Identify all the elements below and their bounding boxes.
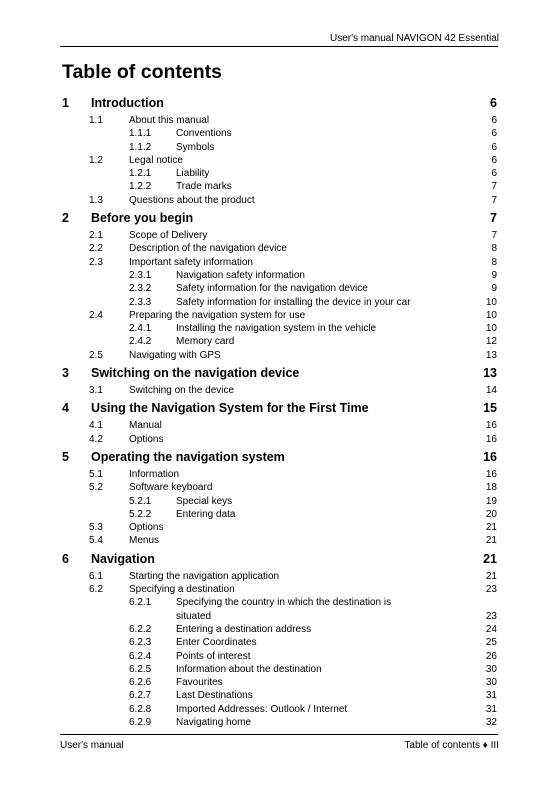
toc-entry-title: Enter Coordinates	[176, 637, 257, 649]
toc-entry[interactable]	[62, 584, 497, 597]
toc-entry-number: 1.3	[89, 194, 103, 206]
toc-entry-number: 5.4	[89, 535, 103, 547]
toc-entry-number: 1.2	[89, 154, 103, 166]
toc-entry-number: 6.2.9	[129, 716, 152, 728]
footer-left: User's manual	[60, 740, 124, 751]
toc-entry-title: Points of interest	[176, 650, 251, 662]
toc-entry-title: Navigation safety information	[176, 269, 305, 281]
toc-entry[interactable]	[62, 243, 497, 256]
toc-entry[interactable]	[62, 420, 497, 433]
toc-entry-page: 10	[485, 296, 497, 308]
toc-entry-page: 8	[491, 256, 497, 268]
toc-entry-title: Legal notice	[129, 154, 183, 166]
toc-entry[interactable]	[62, 637, 497, 650]
toc-entry[interactable]	[62, 522, 497, 535]
toc-entry-page: 13	[483, 366, 497, 381]
toc-entry-number: 6.2	[89, 584, 103, 596]
toc-entry-title: Memory card	[176, 336, 235, 348]
toc-entry[interactable]	[62, 385, 497, 398]
toc-entry-number: 1.2.1	[129, 168, 152, 180]
toc-entry-page: 8	[491, 243, 497, 255]
toc-entry[interactable]	[62, 230, 497, 243]
toc-entry-page: 16	[485, 468, 497, 480]
toc-entry-number: 3.1	[89, 385, 103, 397]
toc-entry-title: Entering data	[176, 508, 236, 520]
toc-entry[interactable]	[62, 597, 497, 610]
toc-entry-number: 5.3	[89, 522, 103, 534]
toc-entry[interactable]	[62, 195, 497, 208]
footer-rule	[60, 734, 498, 735]
toc-entry-number: 5	[62, 449, 69, 464]
toc-entry-title: Preparing the navigation system for use	[129, 309, 306, 321]
toc-entry-page: 20	[485, 508, 497, 520]
toc-entry-number: 2	[62, 211, 69, 226]
toc-entry-number: 2.3.2	[129, 283, 152, 295]
toc-entry-title: Manual	[129, 420, 162, 432]
toc-entry-page: 6	[490, 96, 497, 110]
toc-entry-title: Navigating home	[176, 716, 252, 728]
toc-entry[interactable]	[62, 717, 497, 730]
toc-entry-page: 13	[485, 349, 497, 361]
toc-entry-page: 7	[490, 211, 497, 226]
toc-entry-page: 18	[485, 482, 497, 494]
toc-entry[interactable]	[62, 155, 497, 168]
toc-entry-title: Information	[129, 468, 180, 480]
toc-entry[interactable]	[62, 535, 497, 548]
toc-entry-title-continued: situated	[176, 610, 212, 622]
toc-entry-title: Switching on the device	[129, 385, 235, 397]
toc-entry-title: Favourites	[176, 677, 223, 689]
toc-entry-page: 9	[491, 283, 497, 295]
toc-entry-number: 3	[62, 366, 69, 381]
toc-entry[interactable]	[62, 297, 497, 310]
toc-entry-number: 2.2	[89, 243, 103, 255]
toc-entry-number: 2.3	[89, 256, 103, 268]
toc-entry[interactable]	[62, 450, 497, 469]
toc-entry[interactable]	[62, 283, 497, 296]
toc-entry-title: Before you begin	[91, 211, 194, 226]
toc-entry[interactable]	[62, 496, 497, 509]
toc-entry-page: 16	[483, 449, 497, 464]
toc-entry[interactable]	[62, 434, 497, 447]
toc-entry[interactable]	[62, 552, 497, 571]
toc-entry-number: 2.3.1	[129, 269, 152, 281]
toc-entry-title: Software keyboard	[129, 482, 213, 494]
footer-right: Table of contents ♦ III	[404, 740, 499, 751]
toc-entry-page: 25	[485, 637, 497, 649]
toc-entry[interactable]	[62, 571, 497, 584]
toc-entry-title: Using the Navigation System for the First Time	[91, 401, 369, 416]
toc-entry-page: 23	[485, 610, 497, 622]
toc-entry-page: 7	[491, 230, 497, 242]
toc-entry-page: 15	[483, 401, 497, 416]
toc-entry-page: 9	[491, 269, 497, 281]
toc-entry[interactable]	[62, 704, 497, 717]
toc-entry-title: Options	[129, 522, 164, 534]
toc-entry-page: 23	[485, 584, 497, 596]
toc-entry-number: 6.2.8	[129, 703, 152, 715]
toc-entry[interactable]	[62, 469, 497, 482]
toc-entry-page: 6	[491, 154, 497, 166]
toc-entry-title: Entering a destination address	[176, 623, 312, 635]
toc-entry-page: 21	[483, 551, 497, 566]
toc-entry-title: Navigating with GPS	[129, 349, 221, 361]
toc-entry-page: 7	[491, 194, 497, 206]
toc-entry[interactable]	[62, 366, 497, 385]
toc-entry-page: 32	[485, 716, 497, 728]
toc-entry-continuation[interactable]	[62, 611, 497, 624]
toc-entry[interactable]	[62, 664, 497, 677]
header-rule	[60, 46, 498, 47]
toc-entry-title: Questions about the product	[129, 194, 255, 206]
toc-entry-number: 2.4.1	[129, 323, 152, 335]
toc-entry-number: 5.1	[89, 468, 103, 480]
toc-entry-number: 6.2.4	[129, 650, 152, 662]
toc-entry-number: 4.1	[89, 420, 103, 432]
toc-entry-number: 6.2.6	[129, 677, 152, 689]
toc-entry-page: 30	[485, 677, 497, 689]
toc-entry-page: 6	[491, 168, 497, 180]
toc-entry[interactable]	[62, 211, 497, 230]
toc-entry[interactable]	[62, 677, 497, 690]
toc-entry-number: 5.2.2	[129, 508, 152, 520]
toc-entry[interactable]	[62, 168, 497, 181]
toc-entry[interactable]	[62, 115, 497, 128]
toc-entry-number: 6.2.3	[129, 637, 152, 649]
toc-entry[interactable]	[62, 482, 497, 495]
toc-entry-page: 24	[485, 623, 497, 635]
toc-entry-title: Introduction	[91, 96, 164, 110]
toc-entry-number: 1.1.1	[129, 128, 152, 140]
toc-entry-page: 6	[491, 128, 497, 140]
toc-entry-page: 21	[485, 570, 497, 582]
toc-entry[interactable]	[62, 350, 497, 363]
toc-entry-number: 2.4	[89, 309, 103, 321]
toc-entry-title: Symbols	[176, 141, 215, 153]
toc-entry[interactable]	[62, 142, 497, 155]
toc-entry-number: 2.5	[89, 349, 103, 361]
page-title: Table of contents	[62, 61, 222, 83]
toc-entry-page: 10	[485, 309, 497, 321]
toc-entry-title: Specifying the country in which the destination is	[176, 597, 392, 609]
toc-entry-number: 1.2.2	[129, 181, 152, 193]
toc-entry-title: Last Destinations	[176, 690, 253, 702]
toc-entry-page: 21	[485, 535, 497, 547]
toc-entry-page: 21	[485, 522, 497, 534]
toc-entry-title: Scope of Delivery	[129, 230, 208, 242]
toc-entry-title: Important safety information	[129, 256, 253, 268]
toc-entry-page: 7	[491, 181, 497, 193]
toc-entry-page: 31	[485, 690, 497, 702]
toc-entry-number: 6.2.7	[129, 690, 152, 702]
toc-entry-page: 6	[491, 141, 497, 153]
toc-entry[interactable]	[62, 96, 497, 115]
toc-entry-number: 6.2.1	[129, 597, 152, 609]
toc-entry-title: Description of the navigation device	[129, 243, 287, 255]
toc-entry-title: Safety information for installing the device in your car	[176, 296, 411, 308]
toc-entry-title: Information about the destination	[176, 663, 322, 675]
toc-entry-number: 2.4.2	[129, 336, 152, 348]
toc-entry-page: 31	[485, 703, 497, 715]
toc-entry-page: 10	[485, 323, 497, 335]
toc-entry-number: 4	[62, 401, 69, 416]
toc-entry-number: 6.1	[89, 570, 103, 582]
toc-entry-page: 30	[485, 663, 497, 675]
toc-entry-page: 6	[491, 115, 497, 126]
toc-entry[interactable]	[62, 181, 497, 194]
toc-entry-title: Safety information for the navigation device	[176, 283, 368, 295]
toc-entry-page: 16	[485, 433, 497, 445]
toc-entry[interactable]	[62, 509, 497, 522]
toc-entry[interactable]	[62, 651, 497, 664]
toc-entry[interactable]	[62, 128, 497, 141]
toc-entry-number: 6.2.5	[129, 663, 152, 675]
toc-entry[interactable]	[62, 310, 497, 323]
toc-entry[interactable]	[62, 690, 497, 703]
toc-entry-number: 1	[62, 96, 69, 110]
toc-entry-number: 6.2.2	[129, 623, 152, 635]
toc-entry-title: Operating the navigation system	[91, 449, 285, 464]
toc-entry-number: 1.1.2	[129, 141, 152, 153]
toc-entry-title: Imported Addresses: Outlook / Internet	[176, 703, 348, 715]
toc-entry[interactable]	[62, 401, 497, 420]
toc-entry-page: 19	[485, 495, 497, 507]
toc-entry-title: Menus	[129, 535, 160, 547]
toc-entry[interactable]	[62, 624, 497, 637]
toc-entry-number: 5.2.1	[129, 495, 152, 507]
toc-entry-title: About this manual	[129, 115, 210, 126]
toc-entry-title: Conventions	[176, 128, 232, 140]
toc-entry-page: 26	[485, 650, 497, 662]
toc-entry-title: Specifying a destination	[129, 584, 235, 596]
toc-entry[interactable]	[62, 323, 497, 336]
table-of-contents	[62, 96, 497, 730]
toc-entry[interactable]	[62, 257, 497, 270]
toc-entry-title: Navigation	[91, 551, 155, 566]
toc-entry-page: 14	[485, 385, 497, 397]
toc-entry-number: 5.2	[89, 482, 103, 494]
toc-entry-title: Switching on the navigation device	[91, 366, 300, 381]
toc-entry-number: 2.3.3	[129, 296, 152, 308]
toc-entry-number: 1.1	[89, 115, 103, 126]
toc-entry[interactable]	[62, 270, 497, 283]
toc-entry-title: Trade marks	[176, 181, 232, 193]
toc-entry-title: Liability	[176, 168, 210, 180]
toc-entry-number: 4.2	[89, 433, 103, 445]
toc-entry-page: 16	[485, 420, 497, 432]
toc-entry-title: Installing the navigation system in the vehicle	[176, 323, 377, 335]
toc-entry-title: Starting the navigation application	[129, 570, 280, 582]
toc-entry-number: 6	[62, 551, 69, 566]
toc-entry[interactable]	[62, 336, 497, 349]
toc-entry-title: Options	[129, 433, 164, 445]
toc-entry-title: Special keys	[176, 495, 233, 507]
running-header: User's manual NAVIGON 42 Essential	[329, 33, 499, 44]
toc-entry-page: 12	[485, 336, 497, 348]
toc-entry-number: 2.1	[89, 230, 103, 242]
